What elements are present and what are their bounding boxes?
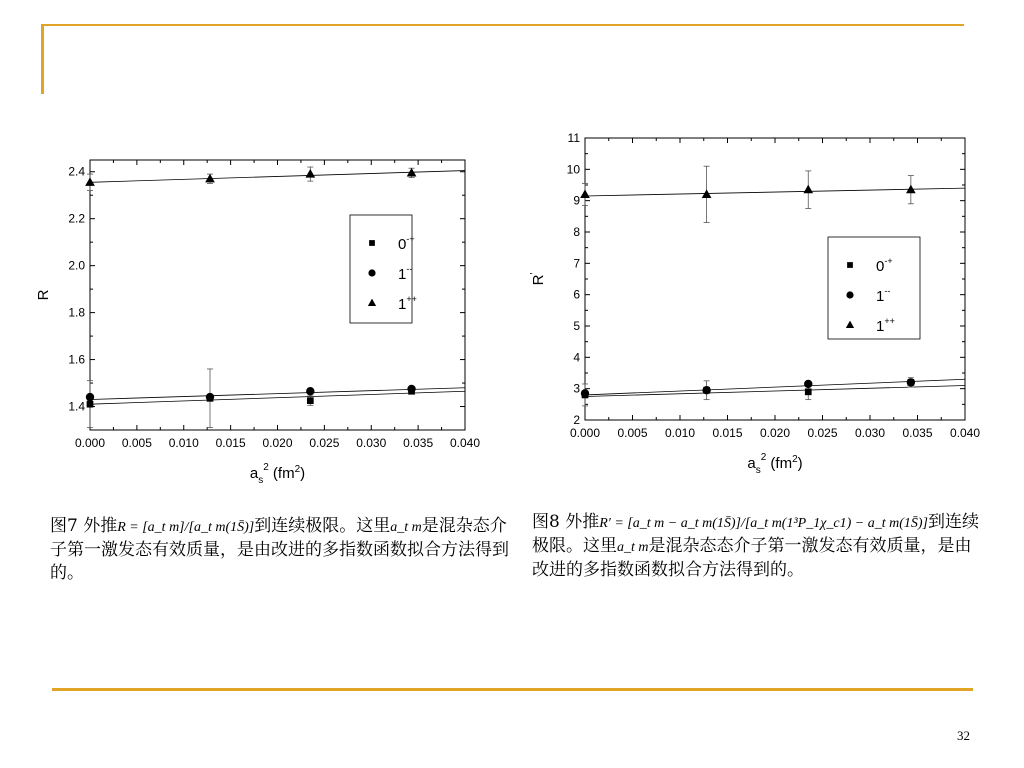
legend: [828, 237, 920, 339]
y-tick-label: 1.8: [68, 305, 85, 320]
y-tick-label: 2.2: [68, 211, 85, 226]
legend-label-sup: ++: [884, 316, 895, 326]
x-tick-label: 0.010: [664, 426, 696, 440]
legend-label-sup: -+: [406, 234, 415, 244]
legend-label-name: 1: [398, 266, 407, 283]
marker-circle: [581, 389, 589, 397]
y-tick-label: 4: [573, 350, 580, 365]
x-axis-label-close: ): [300, 465, 306, 482]
marker-square: [87, 401, 94, 408]
marker-circle: [206, 393, 214, 401]
marker-square: [307, 397, 314, 404]
marker-circle: [804, 380, 812, 388]
caption-right-var: a_t m: [617, 540, 649, 555]
accent-vertical-bar: [41, 24, 44, 94]
x-tick-label: 0.005: [617, 426, 648, 440]
x-axis-label-unit: (fm: [268, 465, 295, 482]
x-tick-label: 0.015: [215, 436, 246, 450]
x-tick-label: 0.025: [807, 426, 838, 440]
x-tick-label: 0.030: [356, 436, 387, 450]
x-tick-label: 0.035: [403, 436, 434, 450]
x-axis-label-a: a: [249, 465, 259, 482]
marker-triangle: [580, 189, 590, 198]
x-axis-label-sub: s: [755, 465, 761, 476]
marker-circle: [846, 291, 853, 298]
y-tick-label: 1.4: [68, 399, 85, 414]
x-axis-label-a: a: [747, 455, 756, 472]
y-tick-label: 10: [566, 162, 580, 177]
legend-label-sup: --: [406, 264, 413, 274]
y-tick-label: 5: [573, 319, 580, 333]
marker-circle: [306, 387, 314, 395]
y-tick-label: 8: [573, 225, 580, 239]
x-tick-label: 0.030: [854, 426, 886, 440]
y-tick-label: 1.6: [68, 352, 85, 367]
caption-left-rest: 是混杂态介子第一激发态有效质量，是由改进的多指数函数拟合方法得到的。: [50, 516, 509, 583]
x-axis-label-sub: s: [258, 475, 264, 486]
marker-triangle: [803, 185, 813, 194]
caption-left-var: a_t m: [390, 520, 422, 535]
page-number: 32: [957, 728, 970, 743]
x-axis-label-unit: (fm: [766, 455, 793, 472]
x-tick-label: 0.010: [168, 436, 199, 450]
caption-left: [50, 515, 510, 585]
x-axis-label: [747, 452, 802, 476]
x-tick-label: 0.020: [759, 426, 791, 440]
y-tick-label: 2.4: [68, 164, 85, 179]
y-tick-label: 11: [567, 131, 580, 145]
caption-left-formula: R = [a_t m]/[a_t m(1S̄)]: [117, 520, 255, 535]
series-2: [85, 167, 465, 190]
x-axis-label-unit-exp: 2: [792, 454, 798, 465]
legend-label-name: 1: [876, 288, 885, 305]
marker-circle: [368, 269, 375, 276]
x-tick-label: 0.025: [309, 436, 340, 450]
y-tick-label: 2: [573, 413, 580, 427]
y-tick-label: 3: [573, 381, 580, 396]
caption-right-rest: 是混杂态态介子第一激发态有效质量，是由改进的多指数函数拟合方法得到的。: [532, 536, 972, 580]
x-tick-label: 0.040: [949, 426, 981, 440]
legend-label-sup: --: [884, 286, 891, 296]
x-axis-label-exp: 2: [760, 452, 767, 463]
marker-square: [805, 388, 812, 395]
marker-circle: [702, 386, 710, 394]
caption-right-prefix: 图8 外推: [532, 512, 600, 532]
marker-circle: [907, 378, 915, 386]
caption-left-prefix: 图7 外推: [50, 516, 118, 536]
x-axis-label-close: ): [797, 455, 803, 472]
x-tick-label: 0.000: [74, 436, 106, 450]
marker-triangle: [305, 169, 315, 178]
x-axis-label: [250, 462, 305, 486]
x-tick-label: 0.020: [262, 436, 293, 450]
x-tick-label: 0.005: [121, 436, 152, 450]
marker-square: [847, 262, 853, 268]
legend-label-name: 0: [398, 236, 407, 253]
series-2: [580, 166, 965, 222]
marker-circle: [86, 393, 94, 401]
y-tick-label: 9: [573, 193, 580, 208]
x-tick-label: 0.000: [569, 426, 601, 440]
caption-right-formula: R′ = [a_t m − a_t m(1S̄)]/[a_t m(1³P_1χ_c1) − a_t m(1S̄)]: [599, 516, 928, 531]
chart-right: [525, 128, 995, 488]
caption-left-text: 到连续极限。这里: [254, 516, 391, 536]
caption-right-text: 到连续极限。这里: [532, 512, 979, 556]
marker-triangle: [85, 177, 95, 186]
y-tick-label: 6: [573, 287, 580, 302]
legend-box: [828, 237, 920, 339]
x-tick-label: 0.035: [902, 426, 933, 440]
accent-bottom-line: [52, 688, 973, 691]
legend-label-sup: ++: [406, 294, 417, 304]
accent-top-line: [41, 24, 964, 26]
y-tick-label: 2.0: [68, 258, 85, 273]
x-tick-label: 0.040: [449, 436, 481, 450]
x-axis-label-exp: 2: [263, 462, 269, 473]
y-axis-label-sup: ': [529, 272, 540, 275]
legend: [350, 215, 417, 323]
legend-label-name: 1: [876, 318, 885, 335]
x-axis-label-unit-exp: 2: [294, 464, 301, 475]
series-0: [87, 369, 465, 428]
legend-label-name: 0: [876, 258, 885, 275]
y-axis-label: R: [35, 289, 52, 301]
marker-circle: [407, 385, 415, 393]
y-axis-label: R': [529, 272, 547, 286]
marker-square: [369, 240, 375, 246]
legend-label-name: 1: [398, 296, 407, 313]
chart-left: [30, 140, 500, 500]
legend-label-sup: -+: [884, 256, 893, 266]
x-tick-label: 0.015: [712, 426, 743, 440]
y-tick-label: 7: [573, 256, 580, 271]
caption-right: [532, 511, 987, 582]
